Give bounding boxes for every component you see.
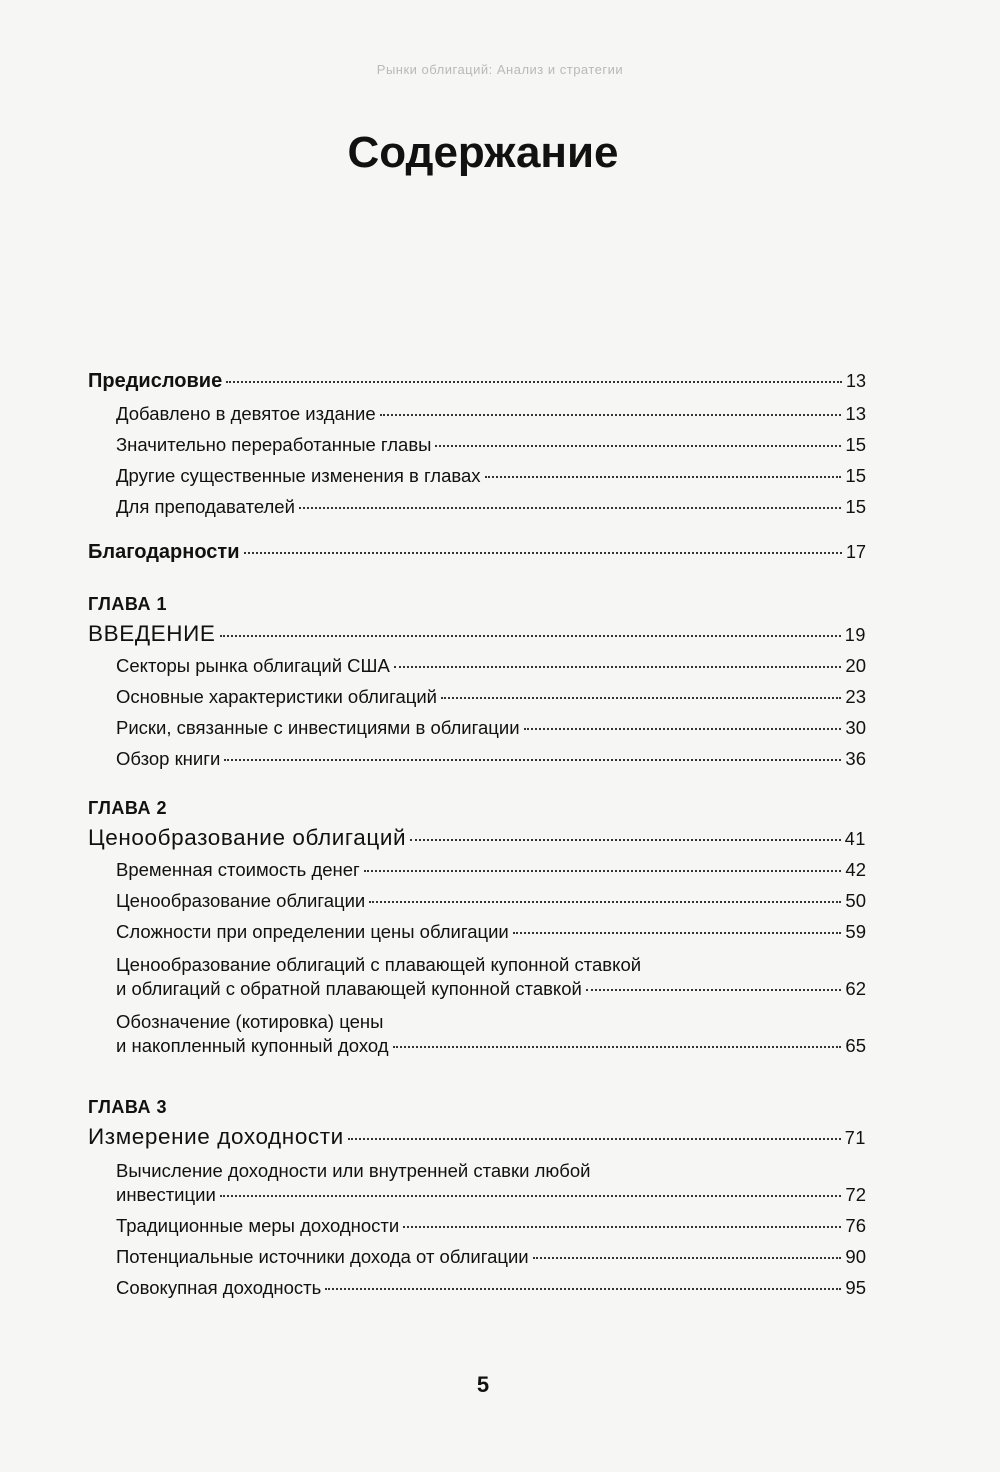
toc-subentry[interactable]: [88, 717, 866, 739]
toc-subentry[interactable]: [88, 921, 866, 943]
page-number: 5: [476, 1372, 490, 1397]
dot-leader: [299, 507, 842, 509]
toc-subentry[interactable]: [88, 655, 866, 677]
page-title: Содержание: [347, 128, 619, 177]
toc-subentry[interactable]: [88, 403, 866, 425]
running-head: Рынки облигаций: Анализ и стратегии: [376, 62, 624, 77]
toc-entry-title: Предисловие: [88, 370, 223, 392]
dot-leader: [524, 728, 842, 730]
dot-leader: [394, 666, 842, 668]
chapter-label: ГЛАВА 1: [88, 594, 167, 614]
dot-leader: [533, 1257, 842, 1259]
toc-page-number: 42: [845, 859, 866, 880]
toc-subentry[interactable]: [88, 1215, 866, 1237]
toc-subentry[interactable]: [88, 1277, 866, 1299]
toc-page-number: 76: [845, 1215, 866, 1236]
chapter-title[interactable]: [88, 825, 866, 851]
toc-subentry[interactable]: [88, 1246, 866, 1268]
toc-entry-acknowledgements[interactable]: [88, 541, 866, 564]
toc-page-number: 72: [845, 1184, 866, 1205]
toc-subentry-title: Обзор книги: [116, 748, 221, 769]
toc-subentry-title: Сложности при определении цены облигации: [116, 921, 509, 942]
toc-subentry-title: и накопленный купонный доход: [116, 1035, 389, 1056]
toc-subentry-title: Для преподавателей: [116, 496, 295, 517]
toc-subentry[interactable]: [88, 859, 866, 881]
chapter-title-text: ВВЕДЕНИЕ: [88, 621, 216, 646]
toc-page-number: 13: [845, 403, 866, 424]
toc-subentry[interactable]: [88, 686, 866, 708]
toc-page-number: 19: [844, 625, 866, 645]
toc-subentry[interactable]: [88, 434, 866, 456]
toc-subentry-title: Совокупная доходность: [116, 1277, 322, 1298]
dot-leader: [220, 635, 841, 637]
toc-page-number: 15: [845, 465, 866, 486]
toc-subentry-title: Риски, связанные с инвестициями в облигации: [116, 717, 520, 738]
dot-leader: [513, 932, 842, 934]
toc-page-number: 15: [845, 434, 866, 455]
toc-subentry-title: Другие существенные изменения в главах: [116, 465, 481, 486]
dot-leader: [348, 1138, 841, 1140]
toc-page-number: 13: [845, 371, 866, 391]
toc-subentry[interactable]: [88, 1035, 866, 1057]
chapter-label: ГЛАВА 2: [88, 798, 167, 818]
toc-page-number: 95: [845, 1277, 866, 1298]
dot-leader: [410, 839, 841, 841]
toc-subentry[interactable]: [88, 748, 866, 770]
dot-leader: [364, 870, 842, 872]
chapter-title-text: Ценообразование облигаций: [88, 825, 407, 850]
toc-page-number: 15: [845, 496, 866, 517]
toc-page-number: 30: [845, 717, 866, 738]
toc-entry-title: Благодарности: [88, 541, 240, 563]
toc-page-number: 71: [844, 1128, 866, 1148]
chapter-label: ГЛАВА 3: [88, 1097, 167, 1117]
toc-subentry[interactable]: [88, 1184, 866, 1206]
toc-page-number: 90: [845, 1246, 866, 1267]
toc-entry-preface[interactable]: [88, 370, 866, 393]
toc-subentry-title: Ценообразование облигации: [116, 890, 366, 911]
toc-page-number: 59: [845, 921, 866, 942]
dot-leader: [403, 1226, 841, 1228]
dot-leader: [586, 989, 842, 991]
dot-leader: [380, 414, 842, 416]
dot-leader: [393, 1046, 842, 1048]
chapter-title-text: Измерение доходности: [88, 1124, 344, 1149]
toc-page-number: 20: [845, 655, 866, 676]
toc-subentry-title: Секторы рынка облигаций США: [116, 655, 390, 676]
toc-subentry-title: инвестиции: [116, 1184, 216, 1205]
toc-subentry-title: Потенциальные источники дохода от облигации: [116, 1246, 529, 1267]
toc-page-number: 65: [845, 1035, 866, 1056]
toc-subentry-first-line: Вычисление доходности или внутренней ставки любой: [116, 1160, 591, 1181]
dot-leader: [244, 552, 842, 554]
dot-leader: [325, 1288, 841, 1290]
toc-page-number: 62: [845, 978, 866, 999]
toc-subentry-title: Добавлено в девятое издание: [116, 403, 376, 424]
table-of-contents: [88, 370, 866, 1308]
toc-page-number: 36: [845, 748, 866, 769]
dot-leader: [435, 445, 841, 447]
toc-subentry-title: Основные характеристики облигаций: [116, 686, 438, 707]
toc-subentry[interactable]: [88, 890, 866, 912]
toc-subentry-title: и облигаций с обратной плавающей купонной ставкой: [116, 978, 582, 999]
toc-page-number: 50: [845, 890, 866, 911]
toc-page-number: 17: [845, 542, 866, 562]
toc-subentry-first-line: Обозначение (котировка) цены: [116, 1011, 384, 1032]
dot-leader: [226, 381, 842, 383]
chapter-title[interactable]: [88, 621, 866, 647]
dot-leader: [485, 476, 842, 478]
toc-page-number: 41: [844, 829, 866, 849]
dot-leader: [441, 697, 841, 699]
dot-leader: [220, 1195, 842, 1197]
dot-leader: [224, 759, 841, 761]
toc-subentry[interactable]: [88, 496, 866, 518]
toc-subentry[interactable]: [88, 465, 866, 487]
dot-leader: [369, 901, 841, 903]
chapter-title[interactable]: [88, 1124, 866, 1150]
toc-page-number: 23: [845, 686, 866, 707]
toc-subentry-title: Временная стоимость денег: [116, 859, 360, 880]
toc-subentry-first-line: Ценообразование облигаций с плавающей купонной ставкой: [116, 954, 642, 975]
toc-subentry[interactable]: [88, 978, 866, 1000]
toc-subentry-title: Традиционные меры доходности: [116, 1215, 400, 1236]
toc-subentry-title: Значительно переработанные главы: [116, 434, 432, 455]
